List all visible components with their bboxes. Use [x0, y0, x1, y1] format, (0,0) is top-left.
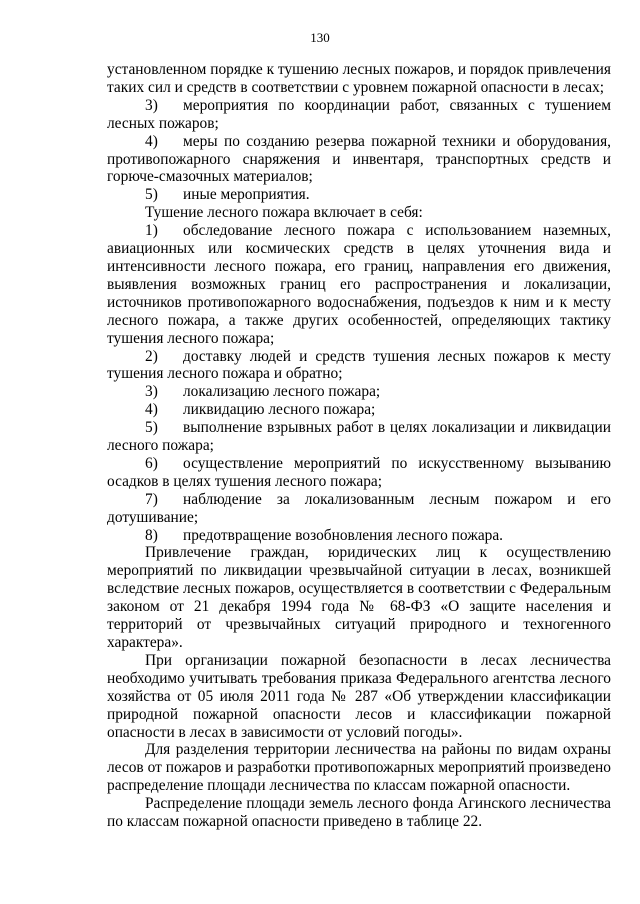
- list-item-text: осуществление мероприятий по искусственному вызыванию осадков в целях тушения лесного пожара;: [107, 454, 611, 490]
- paragraph-text: Тушение лесного пожара включает в себя:: [145, 204, 423, 222]
- list-item-text: локализацию лесного пожара;: [183, 383, 381, 401]
- paragraph-text: Распределение площади земель лесного фонда Агинского лесничества по классам пожарной опасности приведено в таблице 22.: [107, 795, 611, 831]
- list-number: 6): [145, 454, 158, 472]
- list-item: [107, 383, 611, 401]
- list-item: [107, 491, 611, 527]
- paragraph: [107, 204, 611, 222]
- list-item-text: наблюдение за локализованным лесным пожаром и его дотушивание;: [107, 490, 611, 526]
- list-number: 3): [145, 383, 158, 401]
- list-item-text: выполнение взрывных работ в целях локализации и ликвидации лесного пожара;: [107, 419, 611, 455]
- list-number: 4): [145, 132, 158, 150]
- list-item: [107, 401, 611, 419]
- list-number: 2): [145, 347, 158, 365]
- list-item: [107, 186, 611, 204]
- list-number: 5): [145, 186, 158, 204]
- paragraph: [107, 652, 611, 742]
- document-body: [107, 61, 611, 831]
- paragraph-text: установленном порядке к тушению лесных пожаров, и порядок привлечения таких сил и средств в соответствии с уровнем пожарной опасности в лесах;: [107, 61, 611, 96]
- list-item-text: предотвращение возобновления лесного пожара.: [183, 526, 504, 544]
- list-number: 5): [145, 419, 158, 437]
- list-item: [107, 222, 611, 347]
- paragraph: [107, 741, 611, 795]
- paragraph: [107, 61, 611, 97]
- list-item-text: ликвидацию лесного пожара;: [183, 401, 376, 419]
- list-number: 1): [145, 222, 158, 240]
- list-item: [107, 348, 611, 384]
- page-number: 130: [310, 30, 330, 45]
- list-number: 8): [145, 526, 158, 544]
- list-item: [107, 419, 611, 455]
- list-item: [107, 97, 611, 133]
- paragraph-text: При организации пожарной безопасности в лесах лесничества необходимо учитывать требования приказа Федерального агентства лесного хозяйства от 05 июля 2011 года № 287 «Об утверждении классификации природной пожарной опасности лесов и классификации пожарной опасности в лесах в зависимости от условий погоды».: [107, 651, 611, 741]
- list-item-text: обследование лесного пожара с использованием наземных, авиационных или космических средств в целях уточнения вида и интенсивности лесного пожара, его границ, направления его движения, выявления возможных границ его распространения и локализации, источников противопожарного водоснабжения, подъездов к ним и к месту лесного пожара, а также других особенностей, определяющих тактику тушения лесного пожара;: [107, 222, 611, 347]
- paragraph: [107, 544, 611, 651]
- paragraph-text: Привлечение граждан, юридических лиц к осуществлению мероприятий по ликвидации чрезвычайной ситуации в лесах, возникшей вследствие лесных пожаров, осуществляется в соответствии с Федеральным законом от 21 декабря 1994 года № 68-ФЗ «О защите населения и территорий от чрезвычайных ситуаций природного и техногенного характера».: [107, 544, 611, 651]
- list-number: 3): [145, 96, 158, 114]
- paragraph-text: Для разделения территории лесничества на районы по видам охраны лесов от пожаров и разработки противопожарных мероприятий произведено распределение площади лесничества по классам пожарной опасности.: [107, 741, 611, 795]
- list-item-text: иные мероприятия.: [183, 186, 310, 204]
- list-item: [107, 133, 611, 187]
- list-item: [107, 527, 611, 545]
- list-number: 7): [145, 490, 158, 508]
- list-item-text: мероприятия по координации работ, связанных с тушением лесных пожаров;: [107, 96, 611, 132]
- paragraph: [107, 795, 611, 831]
- list-item-text: меры по созданию резерва пожарной техники и оборудования, противопожарного снаряжения и инвентаря, транспортных средств и горюче-смазочных материалов;: [107, 132, 611, 186]
- list-item-text: доставку людей и средств тушения лесных пожаров к месту тушения лесного пожара и обратно;: [107, 347, 611, 383]
- list-item: [107, 455, 611, 491]
- list-number: 4): [145, 401, 158, 419]
